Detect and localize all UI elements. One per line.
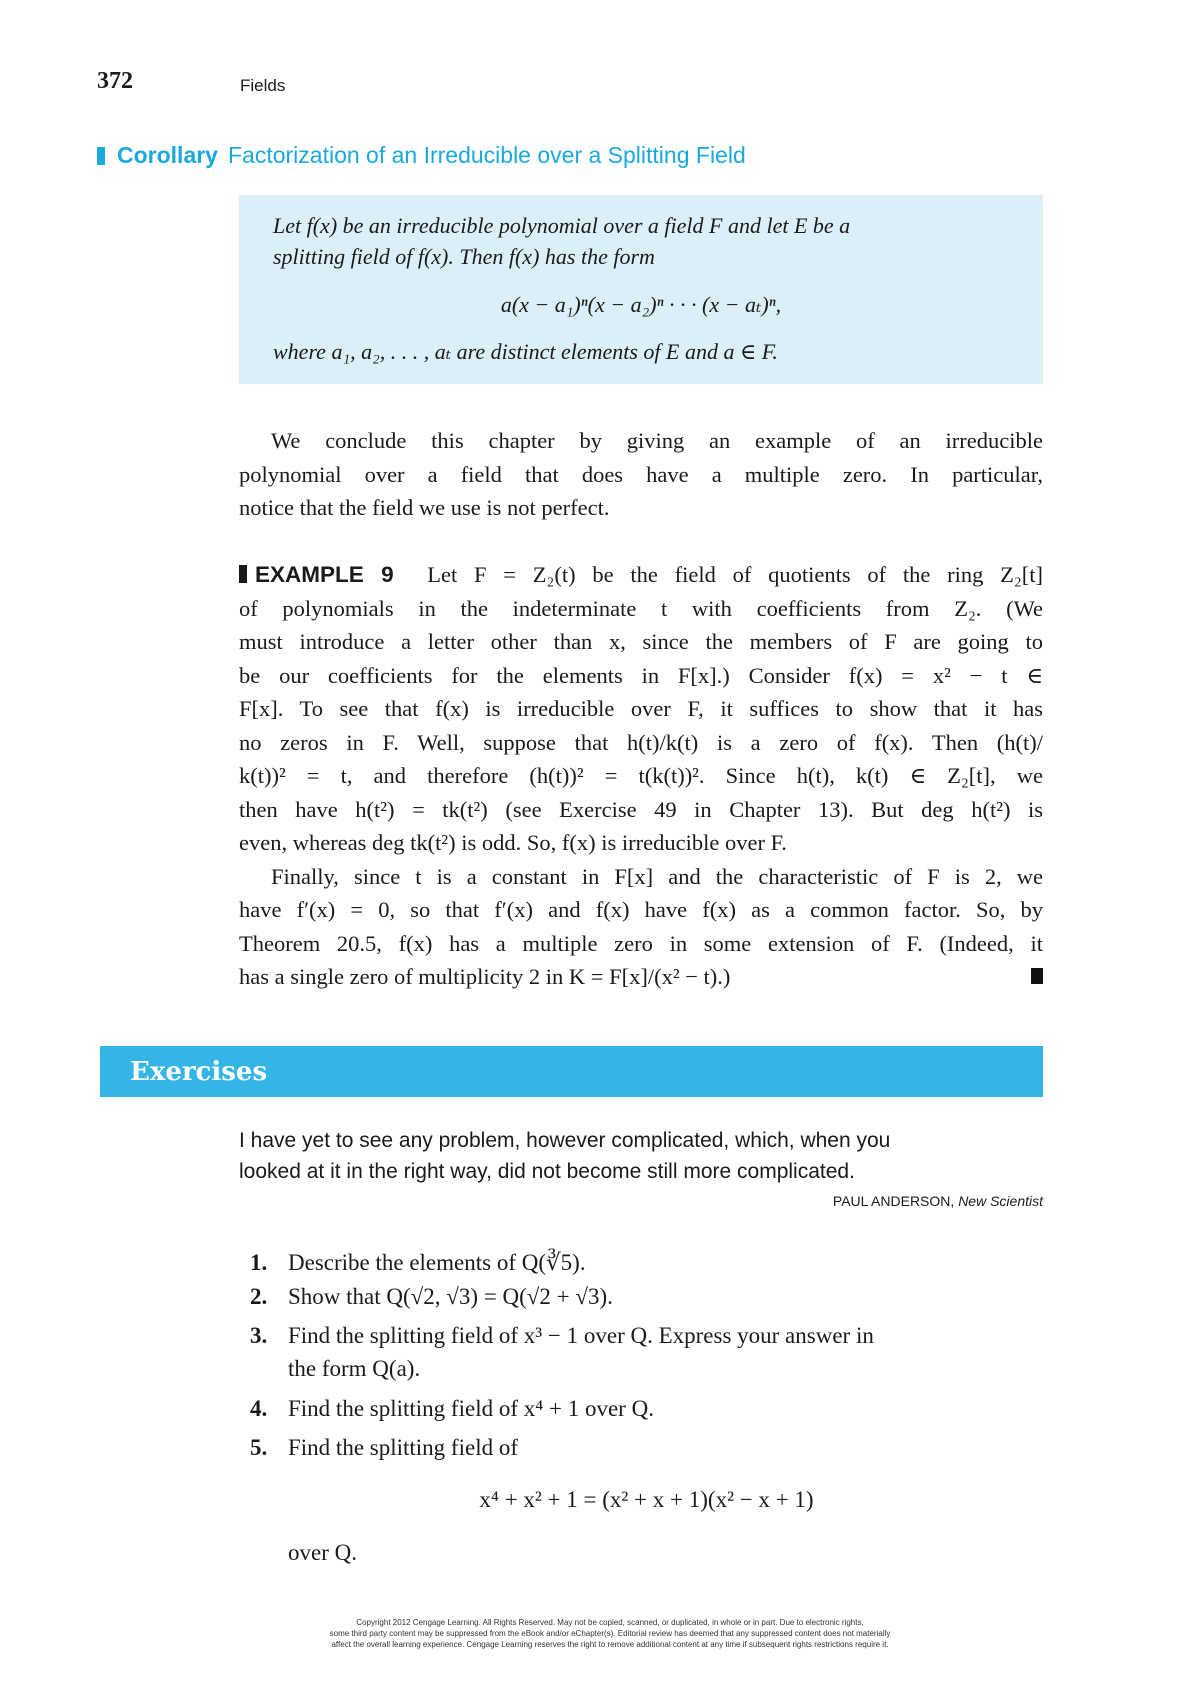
exercises-heading: Exercises [130, 1057, 268, 1087]
text-line: Theorem 20.5, f(x) has a multiple zero in some extension of F. (Indeed, it [239, 930, 1043, 956]
corollary-label: Corollary [117, 142, 218, 168]
exercise-number: 2. [250, 1284, 268, 1309]
corollary-heading [97, 142, 746, 169]
quote-author: PAUL ANDERSON, [832, 1193, 955, 1209]
text-line: has a single zero of multiplicity 2 in K = F[x]/(x² − t).) [239, 964, 731, 989]
corollary-formula: a(x − a₁)ⁿ(x − a₂)ⁿ · · · (x − aₜ)ⁿ, [500, 292, 782, 317]
copyright-line: Copyright 2012 Cengage Learning. All Rights Reserved. May not be copied, scanned, or duplicated, in whole or in part. Due to electronic rights, [356, 1618, 864, 1627]
exercise-number: 4. [250, 1396, 268, 1421]
page-number: 372 [97, 68, 133, 94]
text-line: of polynomials in the indeterminate t with coefficients from Z₂. (We [239, 595, 1043, 621]
text-line: F[x]. To see that f(x) is irreducible over F, it suffices to show that it has [239, 696, 1043, 721]
example-9 [239, 558, 1043, 994]
exercise-item [250, 1250, 1043, 1276]
corollary-title: Factorization of an Irreducible over a Splitting Field [227, 142, 746, 168]
exercise-item [250, 1435, 1043, 1461]
exercise-text: Find the splitting field of [288, 1435, 518, 1460]
epigraph-line: looked at it in the right way, did not become still more complicated. [239, 1160, 855, 1183]
exercise-number: 1. [250, 1250, 268, 1275]
text-line: Let F = Z₂(t) be the field of quotients of the ring Z₂[t] [427, 562, 1044, 587]
exercise-item [250, 1284, 1043, 1310]
exercise-number: 5. [250, 1435, 268, 1460]
exercise-continuation: the form Q(a). [288, 1356, 421, 1381]
text-line: notice that the field we use is not perfect. [239, 495, 610, 520]
heading-bar-icon [97, 147, 105, 165]
exercise-item [250, 1323, 1043, 1349]
text-line: have f′(x) = 0, so that f′(x) and f(x) have f(x) as a common factor. So, by [239, 897, 1043, 922]
epigraph-line: I have yet to see any problem, however complicated, which, when you [239, 1129, 891, 1152]
copyright-line: some third party content may be suppressed from the eBook and/or eChapter(s). Editorial review has deemed that any suppressed content does not materially [329, 1629, 891, 1638]
copyright-line: affect the overall learning experience. Cengage Learning reserves the right to remove additional content at any time if subsequent rights restrictions require it. [331, 1640, 889, 1649]
exercise-text: Find the splitting field of x⁴ + 1 over Q. [288, 1396, 654, 1421]
text-line: no zeros in F. Well, suppose that h(t)/k(t) is a zero of f(x). Then (h(t)/ [239, 729, 1043, 755]
exercise-formula: x⁴ + x² + 1 = (x² + x + 1)(x² − x + 1) [479, 1487, 814, 1512]
corollary-line: splitting field of f(x). Then f(x) has the form [273, 244, 655, 269]
exercise-text: Show that Q(√2, √3) = Q(√2 + √3). [288, 1284, 613, 1309]
exercise-continuation: over Q. [288, 1540, 357, 1565]
corollary-line: where a₁, a₂, . . . , aₜ are distinct elements of E and a ∈ F. [273, 339, 778, 364]
copyright-notice [250, 1617, 970, 1650]
corollary-line: Let f(x) be an irreducible polynomial over a field F and let E be a [273, 213, 851, 238]
text-line: then have h(t²) = tk(t²) (see Exercise 49 in Chapter 13). But deg h(t²) is [239, 796, 1043, 822]
text-line: polynomial over a field that does have a multiple zero. In particular, [239, 461, 1043, 487]
text-line: We conclude this chapter by giving an example of an irreducible [271, 428, 1043, 453]
example-last-line [239, 960, 1043, 994]
exercise-text: Describe the elements of Q(∛5). [288, 1250, 586, 1275]
exercises-header-bar [100, 1046, 1043, 1097]
exercise-item [250, 1396, 1043, 1422]
exercise-number: 3. [250, 1323, 268, 1348]
exercise-text: Find the splitting field of x³ − 1 over Q. Express your answer in [288, 1323, 874, 1348]
example-first-line [239, 558, 1043, 592]
end-of-proof-icon [1031, 968, 1043, 984]
text-line: k(t))² = t, and therefore (h(t))² = t(k(t))². Since h(t), k(t) ∈ Z₂[t], we [239, 763, 1043, 788]
text-line: Finally, since t is a constant in F[x] and the characteristic of F is 2, we [271, 863, 1043, 889]
text-line: must introduce a letter other than x, since the members of F are going to [239, 629, 1043, 654]
example-label: EXAMPLE 9 [255, 562, 394, 587]
quote-source: New Scientist [958, 1193, 1043, 1209]
epigraph-attribution [239, 1193, 1043, 1209]
intro-paragraph [239, 424, 1043, 525]
running-title: Fields [240, 76, 286, 95]
text-line: even, whereas deg tk(t²) is odd. So, f(x) is irreducible over F. [239, 830, 787, 855]
exercise-list [250, 1250, 1043, 1570]
text-line: be our coefficients for the elements in F[x].) Consider f(x) = x² − t ∈ [239, 662, 1043, 688]
example-mark-icon [239, 565, 247, 583]
